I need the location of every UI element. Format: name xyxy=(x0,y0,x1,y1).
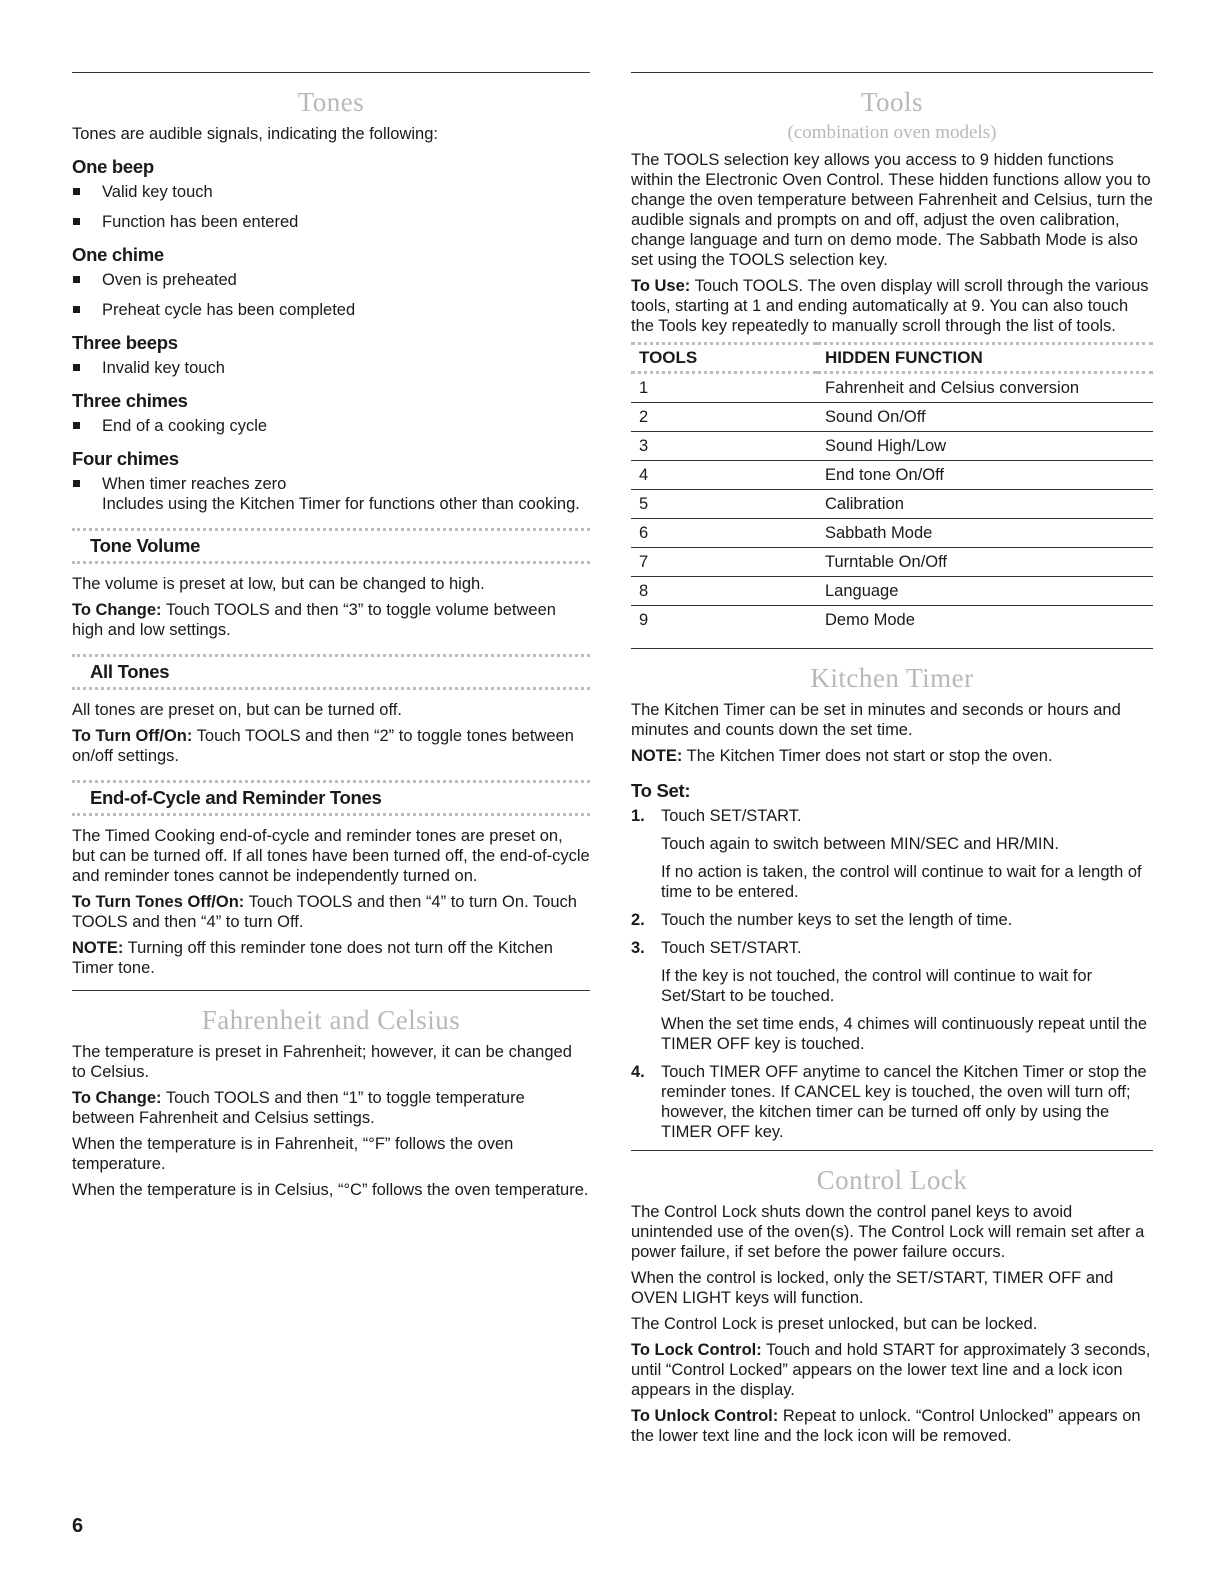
table-row xyxy=(631,432,1153,461)
column-header: TOOLS xyxy=(631,344,817,373)
square-bullet-icon xyxy=(73,306,80,313)
tones-title: Tones xyxy=(297,87,365,117)
four-chimes-list xyxy=(72,474,590,514)
three-chimes-list xyxy=(72,416,590,436)
tools-subtitle: (combination oven models) xyxy=(787,122,997,143)
section-rule xyxy=(72,990,590,991)
table-cell: 7 xyxy=(631,548,817,577)
tools-text: The TOOLS selection key allows you access to 9 hidden functions within the Electronic Oven Control. These hidden functions allow you to change the oven temperature between Fahrenheit and Celsius, turn the audible signals and prompts on and off, adjust the oven calibration, change language and turn on demo mode. The Sabbath Mode is also set using the TOOLS selection key. xyxy=(631,151,1153,269)
table-cell: 5 xyxy=(631,490,817,519)
list-item: End of a cooking cycle xyxy=(72,416,590,436)
table-row xyxy=(631,519,1153,548)
table-cell: Calibration xyxy=(817,490,1153,519)
fahrenheit-p3: When the temperature is in Celsius, “°C” follows the oven temperature. xyxy=(72,1181,589,1199)
table-cell: Sound High/Low xyxy=(817,432,1153,461)
table-cell: 1 xyxy=(631,373,817,403)
table-cell: 3 xyxy=(631,432,817,461)
list-item: 3. Touch SET/START. If the key is not touched, the control will continue to wait for Set/Start to be touched. When the set time ends, 4 chimes will continuously repeat until the TIMER OFF key is touched. xyxy=(631,939,1148,1053)
tools-table xyxy=(631,342,1153,634)
table-cell: 4 xyxy=(631,461,817,490)
end-cycle-heading: End-of-Cycle and Reminder Tones xyxy=(72,780,590,816)
timer-steps xyxy=(631,806,1153,1142)
table-row xyxy=(631,490,1153,519)
fahrenheit-title: Fahrenheit and Celsius xyxy=(201,1005,461,1035)
kitchen-timer-note: NOTE: The Kitchen Timer does not start or stop the oven. xyxy=(631,747,1053,765)
list-item: Function has been entered xyxy=(72,212,590,232)
four-chimes-note: Includes using the Kitchen Timer for functions other than cooking. xyxy=(102,495,580,513)
list-item: 2. Touch the number keys to set the length of time. xyxy=(631,911,1013,929)
left-column xyxy=(72,72,590,1206)
square-bullet-icon xyxy=(73,188,80,195)
tools-title: Tools xyxy=(860,87,924,117)
control-lock-p3: The Control Lock is preset unlocked, but can be locked. xyxy=(631,1315,1038,1333)
three-beeps-list xyxy=(72,358,590,378)
list-item: Valid key touch xyxy=(72,182,590,202)
fahrenheit-change: To Change: Touch TOOLS and then “1” to toggle temperature between Fahrenheit and Celsius settings. xyxy=(72,1089,525,1127)
section-rule xyxy=(631,72,1153,73)
end-cycle-note: NOTE: Turning off this reminder tone does not turn off the Kitchen Timer tone. xyxy=(72,939,553,977)
table-cell: Sound On/Off xyxy=(817,403,1153,432)
table-cell: 2 xyxy=(631,403,817,432)
table-cell: 6 xyxy=(631,519,817,548)
square-bullet-icon xyxy=(73,218,80,225)
section-rule xyxy=(72,72,590,73)
tones-intro: Tones are audible signals, indicating the following: xyxy=(72,125,438,143)
square-bullet-icon xyxy=(73,422,80,429)
fahrenheit-text: The temperature is preset in Fahrenheit; however, it can be changed to Celsius. xyxy=(72,1043,572,1081)
square-bullet-icon xyxy=(73,364,80,371)
table-header-row xyxy=(631,344,1153,373)
table-row xyxy=(631,577,1153,606)
tone-volume-change: To Change: Touch TOOLS and then “3” to toggle volume between high and low settings. xyxy=(72,601,556,639)
table-cell: Fahrenheit and Celsius conversion xyxy=(817,373,1153,403)
all-tones-text: All tones are preset on, but can be turned off. xyxy=(72,701,402,719)
list-item: 4. Touch TIMER OFF anytime to cancel the Kitchen Timer or stop the reminder tones. If CANCEL key is touched, the oven will turn off; however, the kitchen timer can be turned off only by using the TIMER OFF key. xyxy=(631,1063,1147,1141)
table-cell: 9 xyxy=(639,611,649,629)
one-chime-heading: One chime xyxy=(72,244,164,265)
page-number: 6 xyxy=(72,1515,84,1537)
control-lock-title: Control Lock xyxy=(816,1165,968,1195)
three-beeps-heading: Three beeps xyxy=(72,332,178,353)
table-cell: Turntable On/Off xyxy=(817,548,1153,577)
list-item: 1. Touch SET/START. Touch again to switch between MIN/SEC and HR/MIN. If no action is taken, the control will continue to wait for a length of time to be entered. xyxy=(631,807,1142,901)
all-tones-heading: All Tones xyxy=(72,654,590,690)
right-column xyxy=(631,72,1153,1452)
end-cycle-text: The Timed Cooking end-of-cycle and reminder tones are preset on, but can be turned off. If all tones have been turned off, the end-of-cycle and reminder tones cannot be independently turned on. xyxy=(72,827,590,885)
table-cell: Demo Mode xyxy=(825,611,915,629)
column-header: HIDDEN FUNCTION xyxy=(817,344,1153,373)
all-tones-toggle: To Turn Off/On: Touch TOOLS and then “2” to toggle tones between on/off settings. xyxy=(72,727,574,765)
one-beep-list xyxy=(72,182,590,232)
one-chime-list xyxy=(72,270,590,320)
end-cycle-toggle: To Turn Tones Off/On: Touch TOOLS and then “4” to turn On. Touch TOOLS and then “4” to turn Off. xyxy=(72,893,577,931)
table-row xyxy=(631,548,1153,577)
square-bullet-icon xyxy=(73,276,80,283)
table-cell: End tone On/Off xyxy=(817,461,1153,490)
control-lock-p2: When the control is locked, only the SET/START, TIMER OFF and OVEN LIGHT keys will function. xyxy=(631,1269,1114,1307)
three-chimes-heading: Three chimes xyxy=(72,390,188,411)
tone-volume-text: The volume is preset at low, but can be changed to high. xyxy=(72,575,485,593)
section-rule xyxy=(631,648,1153,649)
kitchen-timer-text: The Kitchen Timer can be set in minutes and seconds or hours and minutes and counts down the set time. xyxy=(631,701,1121,739)
control-lock-lock: To Lock Control: Touch and hold START for approximately 3 seconds, until “Control Locked” appears on the lower text line and a lock icon appears in the display. xyxy=(631,1341,1151,1399)
kitchen-timer-title: Kitchen Timer xyxy=(810,663,974,693)
section-rule xyxy=(631,1150,1153,1151)
to-set-heading: To Set: xyxy=(631,780,691,801)
list-item: Oven is preheated xyxy=(72,270,590,290)
four-chimes-heading: Four chimes xyxy=(72,448,179,469)
table-row xyxy=(631,373,1153,403)
table-row xyxy=(631,403,1153,432)
list-item: When timer reaches zero Includes using the Kitchen Timer for functions other than cooking. xyxy=(72,474,590,514)
table-row xyxy=(631,461,1153,490)
control-lock-unlock: To Unlock Control: Repeat to unlock. “Control Unlocked” appears on the lower text line and the lock icon will be removed. xyxy=(631,1407,1141,1445)
table-row xyxy=(631,606,1153,635)
square-bullet-icon xyxy=(73,480,80,487)
tone-volume-heading: Tone Volume xyxy=(72,528,590,564)
list-item: Invalid key touch xyxy=(72,358,590,378)
fahrenheit-p2: When the temperature is in Fahrenheit, “°F” follows the oven temperature. xyxy=(72,1135,514,1173)
table-cell: Language xyxy=(817,577,1153,606)
control-lock-p1: The Control Lock shuts down the control panel keys to avoid unintended use of the oven(s). The Control Lock will remain set after a power failure, if set before the power failure occurs. xyxy=(631,1203,1145,1261)
list-item: Preheat cycle has been completed xyxy=(72,300,590,320)
table-cell: Sabbath Mode xyxy=(817,519,1153,548)
tools-use: To Use: Touch TOOLS. The oven display will scroll through the various tools, starting at 1 and ending automatically at 9. You can also touch the Tools key repeatedly to manually scroll through the list of tools. xyxy=(631,277,1149,335)
one-beep-heading: One beep xyxy=(72,156,154,177)
table-cell: 8 xyxy=(631,577,817,606)
